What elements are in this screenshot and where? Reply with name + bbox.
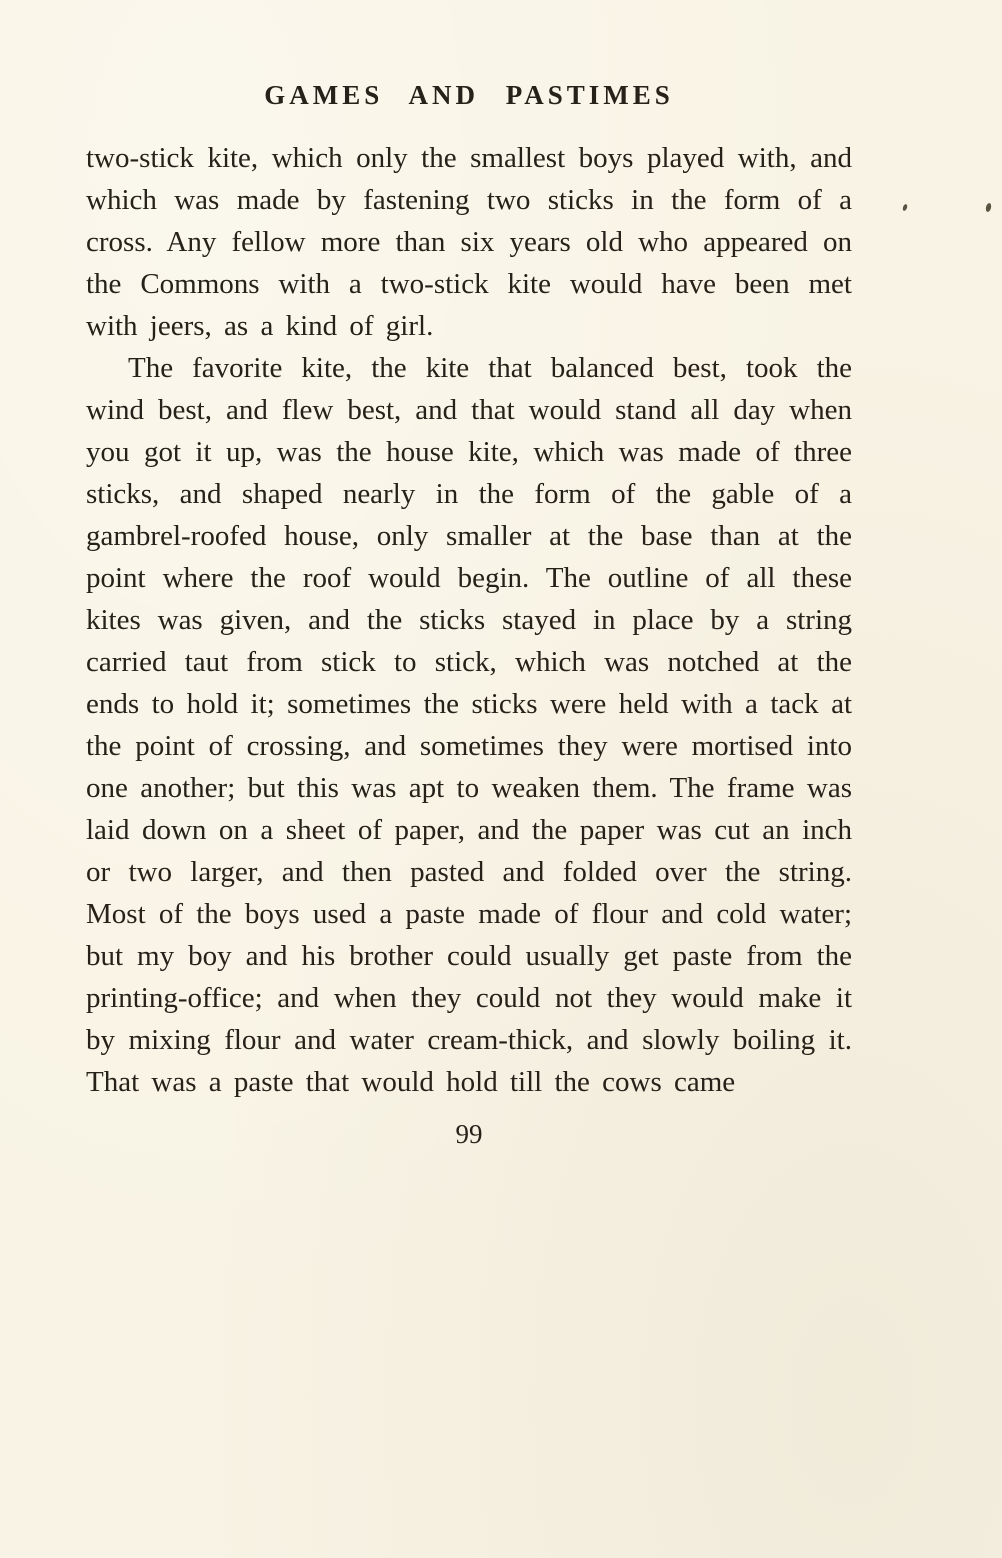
page-body [86,137,852,1103]
paragraph: two-stick kite, which only the smallest boys played with, and which was made by fastening two sticks in the form of a cross. Any fellow more than six years old who appeared on the Commons with a two-stick kite would have been met with jeers, as a kind of girl. [86,142,852,342]
paragraph: The favorite kite, the kite that balanced best, took the wind best, and flew best, and that would stand all day when you got it up, was the house kite, which was made of three sticks, and shaped nearly in the form of the gable of a gambrel-roofed house, only smaller at the base than at the point where the roof would begin. The outline of all these kites was given, and the sticks stayed in place by a string carried taut from stick to stick, which was notched at the ends to hold it; sometimes the sticks were held with a tack at the point of crossing, and sometimes they were mortised into one another; but this was apt to weaken them. The frame was laid down on a sheet of paper, and the paper was cut an inch or two larger, and then pasted and folded over the string. Most of the boys used a paste made of flour and cold water; but my boy and his brother could usually get paste from the printing-office; and when they could not they would make it by mixing flour and water cream-thick, and slowly boiling it. That was a paste that would hold till the cows came [86,352,852,1098]
page-number: 99 [455,1119,483,1149]
scan-speck [902,204,908,212]
scan-speck [985,203,992,213]
running-header: GAMES AND PASTIMES [264,80,674,110]
